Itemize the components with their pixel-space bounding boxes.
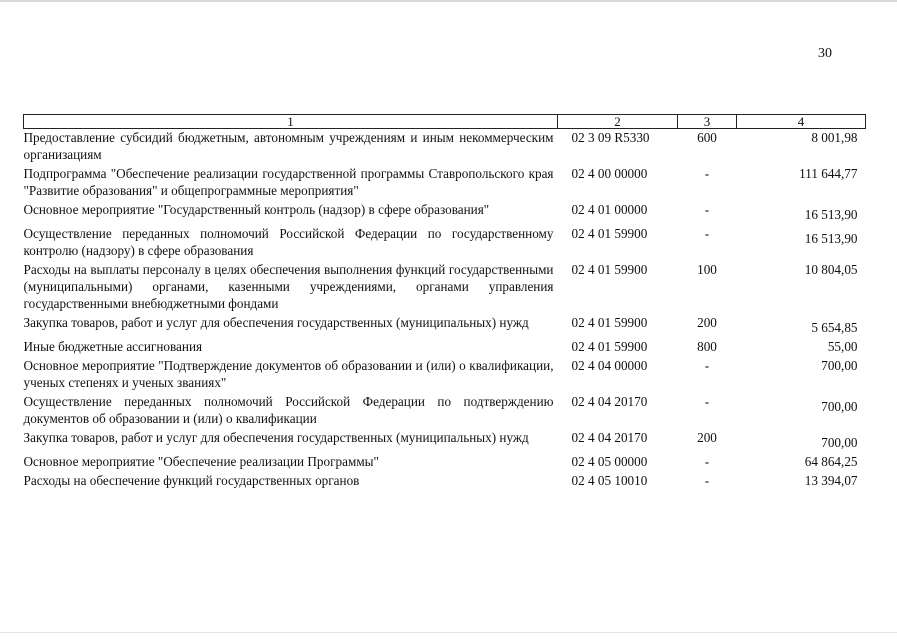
row-name: Основное мероприятие "Государственный контроль (надзор) в сфере образования" xyxy=(23,202,490,217)
row-code: 02 4 05 10010 xyxy=(571,473,648,488)
row-type: - xyxy=(704,166,710,181)
table-row xyxy=(24,393,866,429)
row-amount: 55,00 xyxy=(827,339,858,354)
row-name: Иные бюджетные ассигнования xyxy=(23,339,203,354)
table-row xyxy=(24,225,866,261)
row-amount: 700,00 xyxy=(821,435,858,450)
table-row xyxy=(24,338,866,357)
row-amount: 700,00 xyxy=(821,399,858,414)
row-amount: 64 864,25 xyxy=(804,454,858,469)
row-name: Основное мероприятие "Подтверждение документов об образовании и (или) о квалификации, ученых степенях и ученых званиях" xyxy=(23,358,554,390)
row-name: Подпрограмма "Обеспечение реализации государственной программы Ставропольского края "Развитие образования" и общепрограммные мероприятия" xyxy=(23,166,554,198)
row-amount: 700,00 xyxy=(821,358,858,373)
row-code: 02 4 01 00000 xyxy=(571,202,648,217)
column-header-2: 2 xyxy=(558,115,678,129)
row-amount: 16 513,90 xyxy=(804,231,858,246)
row-name: Расходы на обеспечение функций государственных органов xyxy=(23,473,360,488)
table-row xyxy=(24,261,866,314)
row-code: 02 4 04 20170 xyxy=(571,394,648,409)
row-amount: 16 513,90 xyxy=(804,207,858,222)
row-type: - xyxy=(704,394,710,409)
row-name: Предоставление субсидий бюджетным, автономным учреждениям и иным некоммерческим организациям xyxy=(23,130,554,162)
row-code: 02 4 00 00000 xyxy=(571,166,648,181)
scan-edge-bottom xyxy=(0,632,897,633)
table-row xyxy=(24,472,866,491)
row-name: Расходы на выплаты персоналу в целях обеспечения выполнения функций государственными (муниципальными) органами, казенными учреждениями, органами управления государственными внебюджетными фондами xyxy=(23,262,554,311)
row-code: 02 4 01 59900 xyxy=(571,226,648,241)
row-type: - xyxy=(704,358,710,373)
row-code: 02 4 05 00000 xyxy=(571,454,648,469)
row-type: 200 xyxy=(697,430,717,445)
row-type: - xyxy=(704,473,710,488)
row-type: 800 xyxy=(697,339,717,354)
row-code: 02 4 04 20170 xyxy=(571,430,648,445)
table-header-row xyxy=(24,115,866,129)
row-name: Осуществление переданных полномочий Российской Федерации по подтверждению документов об образовании и (или) о квалификации xyxy=(23,394,554,426)
column-header-1: 1 xyxy=(24,115,558,129)
table-row xyxy=(24,165,866,201)
table-row xyxy=(24,429,866,453)
column-header-4: 4 xyxy=(737,115,866,129)
scan-edge-top xyxy=(0,0,897,2)
column-header-3: 3 xyxy=(678,115,737,129)
table-row xyxy=(24,201,866,225)
row-code: 02 3 09 R5330 xyxy=(571,130,650,145)
row-type: - xyxy=(704,226,710,241)
row-name: Закупка товаров, работ и услуг для обеспечения государственных (муниципальных) нужд xyxy=(23,315,529,330)
budget-table xyxy=(23,114,866,491)
row-type: - xyxy=(704,454,710,469)
row-code: 02 4 01 59900 xyxy=(571,262,648,277)
row-code: 02 4 01 59900 xyxy=(571,315,648,330)
row-code: 02 4 04 00000 xyxy=(571,358,648,373)
table-row xyxy=(24,453,866,472)
table-row xyxy=(24,129,866,166)
row-name: Осуществление переданных полномочий Российской Федерации по государственному контролю (надзору) в сфере образования xyxy=(23,226,554,258)
row-type: 200 xyxy=(697,315,717,330)
page-number: 30 xyxy=(818,46,832,61)
row-type: 100 xyxy=(697,262,717,277)
row-name: Закупка товаров, работ и услуг для обеспечения государственных (муниципальных) нужд xyxy=(23,430,529,445)
row-amount: 111 644,77 xyxy=(799,166,858,181)
row-amount: 13 394,07 xyxy=(804,473,858,488)
row-name: Основное мероприятие "Обеспечение реализации Программы" xyxy=(23,454,379,469)
table-row xyxy=(24,314,866,338)
row-amount: 10 804,05 xyxy=(804,262,858,277)
row-type: 600 xyxy=(697,130,717,145)
row-amount: 5 654,85 xyxy=(811,320,858,335)
row-amount: 8 001,98 xyxy=(811,130,858,145)
table-row xyxy=(24,357,866,393)
row-code: 02 4 01 59900 xyxy=(571,339,648,354)
row-type: - xyxy=(704,202,710,217)
